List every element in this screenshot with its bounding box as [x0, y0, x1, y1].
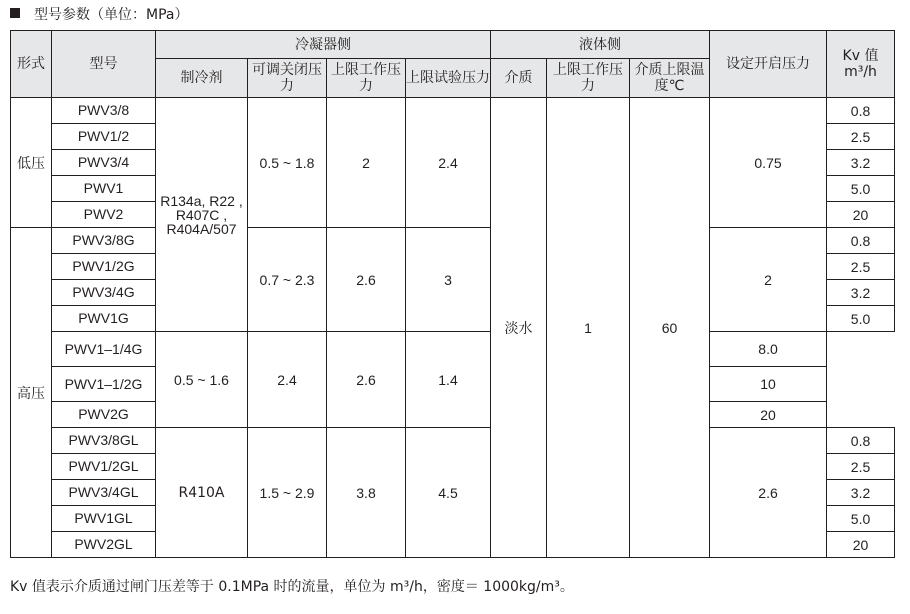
model-cell: PWV3/8G — [52, 228, 156, 254]
close-pressure-range: 0.5 ~ 1.6 — [156, 332, 248, 428]
header-max-working-pressure: 上限工作压力 — [327, 59, 406, 98]
max-working-pressure: 2.6 — [327, 228, 406, 332]
set-open-pressure: 1.4 — [406, 332, 491, 428]
model-cell: PWV1 — [52, 176, 156, 202]
max-working-pressure: 2.4 — [248, 332, 327, 428]
max-working-pressure: 2 — [327, 98, 406, 228]
model-cell: PWV1GL — [52, 506, 156, 532]
kv-cell: 20 — [710, 402, 827, 428]
header-kv: Kv 值 m³/h — [827, 31, 895, 98]
kv-cell: 3.2 — [827, 480, 895, 506]
header-liquid-max-working-pressure: 上限工作压力 — [547, 59, 630, 98]
square-bullet-icon — [10, 8, 20, 18]
model-cell: PWV3/4 — [52, 150, 156, 176]
caption-text: 型号参数（单位：MPa） — [34, 7, 189, 23]
model-cell: PWV1G — [52, 306, 156, 332]
model-cell: PWV2GL — [52, 532, 156, 558]
close-pressure-range: 0.7 ~ 2.3 — [248, 228, 327, 332]
model-cell: PWV3/4GL — [52, 480, 156, 506]
max-working-pressure: 3.8 — [327, 428, 406, 558]
header-model: 型号 — [52, 31, 156, 98]
table-row — [11, 428, 895, 454]
header-medium-max-temp: 介质上限温度℃ — [630, 59, 710, 98]
header-refrigerant: 制冷剂 — [156, 59, 248, 98]
kv-cell: 8.0 — [710, 332, 827, 367]
kv-cell: 20 — [827, 202, 895, 228]
header-adj-close-pressure: 可调关闭压力 — [248, 59, 327, 98]
kv-cell: 0.8 — [827, 228, 895, 254]
kv-cell: 2.5 — [827, 454, 895, 480]
kv-cell: 5.0 — [827, 506, 895, 532]
group-low: 低压 — [11, 98, 52, 228]
kv-cell: 2.5 — [827, 254, 895, 280]
header-medium: 介质 — [491, 59, 547, 98]
kv-cell: 10 — [710, 367, 827, 402]
close-pressure-range: 1.5 ~ 2.9 — [248, 428, 327, 558]
model-cell: PWV1/2 — [52, 124, 156, 150]
kv-cell: 20 — [827, 532, 895, 558]
header-max-test-pressure: 上限试验压力 — [406, 59, 491, 98]
table-row — [11, 228, 895, 254]
refrigerant-group-1: R134a, R22 , R407C , R404A/507 — [156, 98, 248, 332]
close-pressure-range: 0.5 ~ 1.8 — [248, 98, 327, 228]
liquid-max-temp: 60 — [630, 98, 710, 558]
table-row — [11, 98, 895, 124]
max-test-pressure: 2.4 — [406, 98, 491, 228]
kv-cell: 0.8 — [827, 98, 895, 124]
model-cell: PWV1–1/4G — [52, 332, 156, 367]
max-test-pressure: 3 — [406, 228, 491, 332]
kv-cell: 2.5 — [827, 124, 895, 150]
table-caption — [10, 4, 188, 26]
set-open-pressure: 0.75 — [710, 98, 827, 228]
model-cell: PWV2 — [52, 202, 156, 228]
model-cell: PWV1–1/2G — [52, 367, 156, 402]
footnote: Kv 值表示介质通过闸门压差等于 0.1MPa 时的流量，单位为 m³/h，密度＝ 1000kg/m³。 — [10, 579, 574, 595]
header-condenser-side: 冷凝器侧 — [156, 31, 491, 59]
max-test-pressure: 4.5 — [406, 428, 491, 558]
set-open-pressure: 2 — [710, 228, 827, 332]
kv-cell: 5.0 — [827, 176, 895, 202]
group-high: 高压 — [11, 228, 52, 558]
model-cell: PWV1/2G — [52, 254, 156, 280]
kv-cell: 3.2 — [827, 150, 895, 176]
header-set-open-pressure: 设定开启压力 — [710, 31, 827, 98]
liquid-medium: 淡水 — [491, 98, 547, 558]
model-cell: PWV1/2GL — [52, 454, 156, 480]
spec-table — [10, 30, 895, 558]
model-cell: PWV3/8GL — [52, 428, 156, 454]
model-cell: PWV3/4G — [52, 280, 156, 306]
header-form: 形式 — [11, 31, 52, 98]
table-row — [11, 332, 895, 367]
liquid-max-working-pressure: 1 — [547, 98, 630, 558]
set-open-pressure: 2.6 — [710, 428, 827, 558]
model-cell: PWV2G — [52, 402, 156, 428]
refrigerant-group-2: R410A — [156, 428, 248, 558]
kv-cell: 5.0 — [827, 306, 895, 332]
kv-cell: 3.2 — [827, 280, 895, 306]
max-test-pressure: 2.6 — [327, 332, 406, 428]
model-cell: PWV3/8 — [52, 98, 156, 124]
header-liquid-side: 液体侧 — [491, 31, 710, 59]
kv-cell: 0.8 — [827, 428, 895, 454]
header-row-1 — [11, 31, 895, 59]
